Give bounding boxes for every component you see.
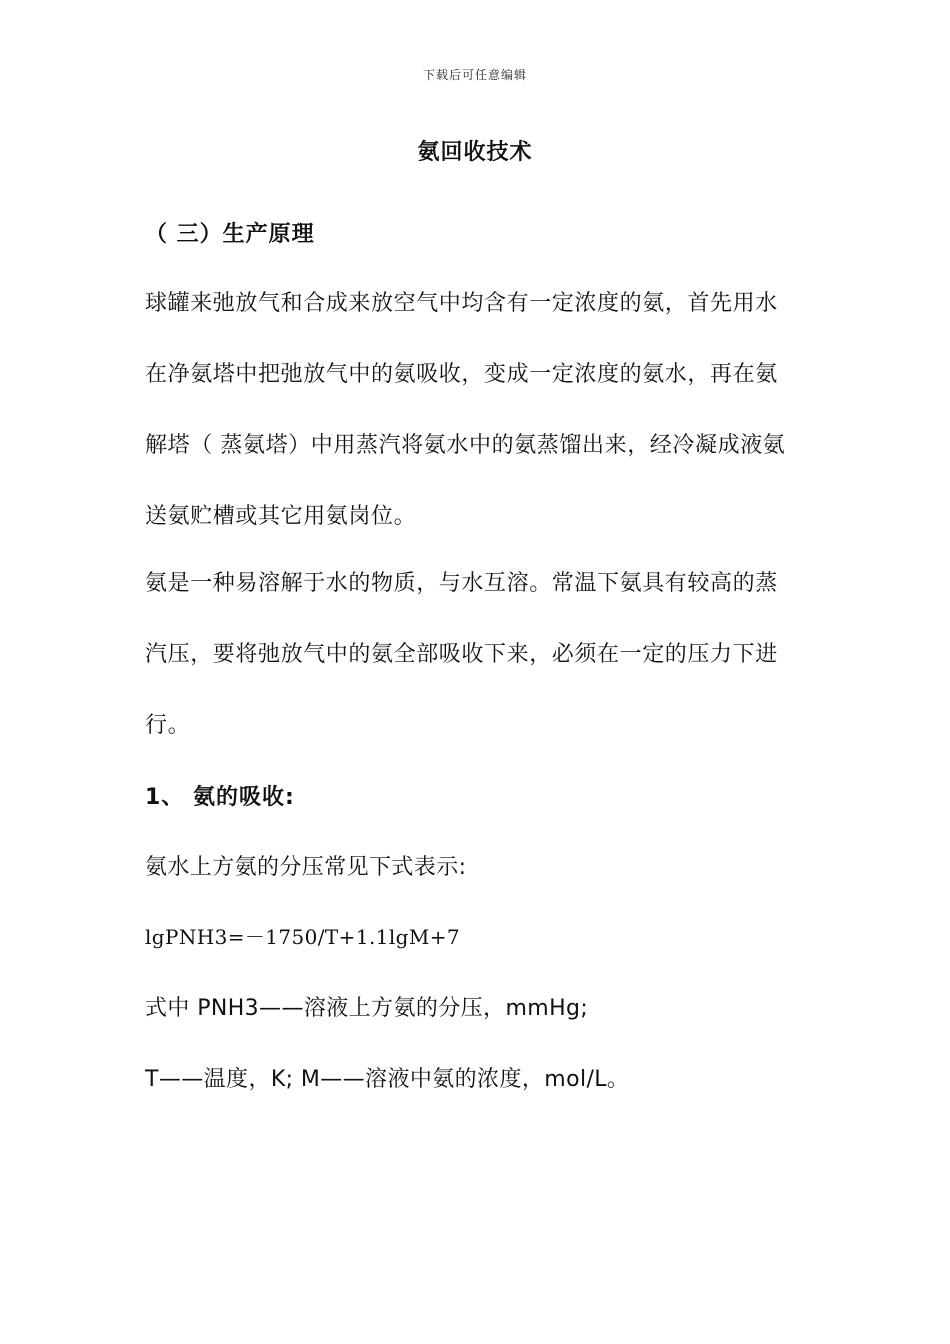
paragraph-ammonia-solubility: 氨是一种易溶解于水的物质，与水互溶。常温下氨具有较高的蒸汽压，要将弛放气中的氨全部吸收下来，必须在一定的压力下进行。 [145,571,778,738]
paragraph-production-principle: 球罐来弛放气和合成来放空气中均含有一定浓度的氨，首先用水在净氨塔中把弛放气中的氨吸收，变成一定浓度的氨水，再在氨解塔（ 蒸氨塔）中用蒸汽将氨水中的氨蒸馏出来，经冷凝成液氨送氨贮槽或其它用氨岗位。 [145,291,786,529]
formula-intro: 氨水上方氨的分压常见下式表示: [145,855,467,880]
section-heading: （ 三）生产原理 [145,222,315,247]
formula: lgPNH3=－1750/T+1.1lgM+7 [145,925,460,949]
formula-definition-pressure: 式中 PNH3——溶液上方氨的分压，mmHg; [145,996,589,1021]
header-note: 下载后可任意编辑 [422,68,527,82]
sub-heading-ammonia-absorption: 1、 氨的吸收: [145,785,295,810]
document-title: 氨回收技术 [417,140,533,165]
formula-definition-temperature-concentration: T——温度，K; M——溶液中氨的浓度，mol/L。 [145,1067,630,1092]
